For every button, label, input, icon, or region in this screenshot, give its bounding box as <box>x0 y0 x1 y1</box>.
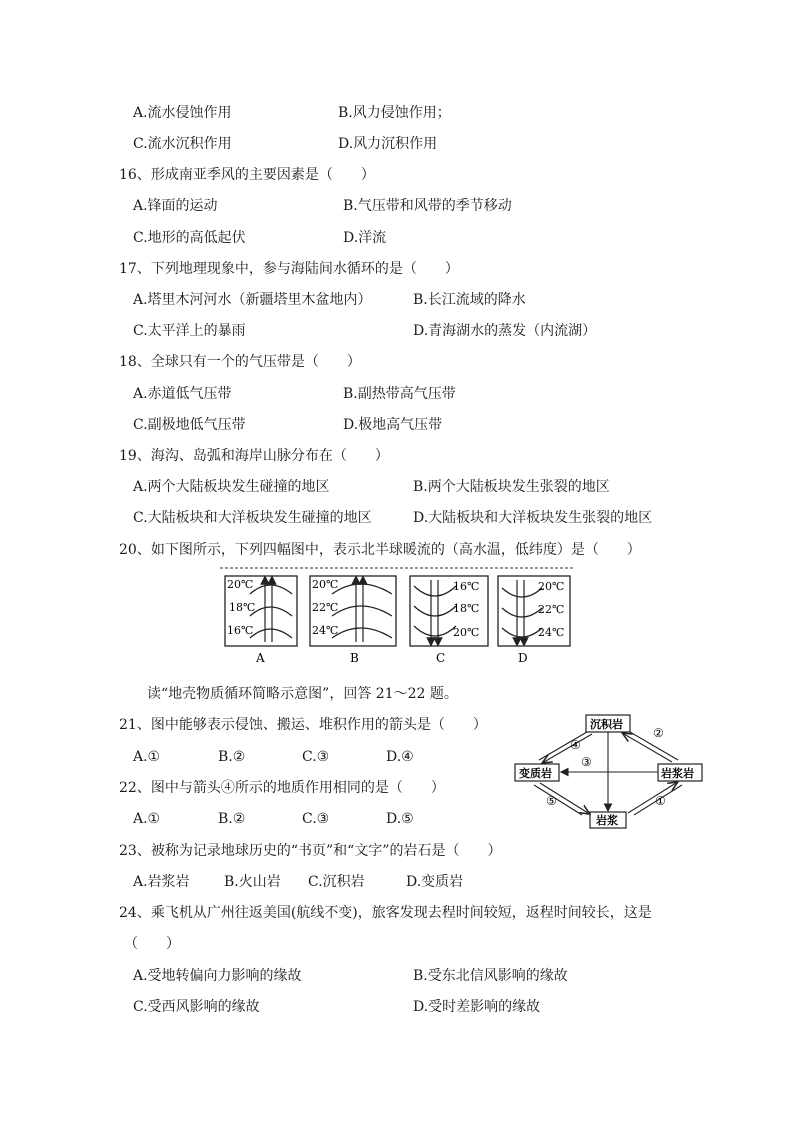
q20-stem: 20、如下图所示，下列四幅图中，表示北半球暖流的（高水温，低纬度）是（ ） <box>119 542 641 558</box>
box-metamorphic-rock: 变质岩 <box>519 767 552 780</box>
q16-option-c: C.地形的高低起伏 <box>133 230 246 246</box>
q17-option-b: B.长江流域的降水 <box>413 292 526 308</box>
q22-stem: 22、图中与箭头④所示的地质作用相同的是（ ） <box>119 780 445 796</box>
q21-option-b: B.② <box>218 749 246 765</box>
q24-option-d: D.受时差影响的缘故 <box>413 999 541 1015</box>
arrow-label-2: ② <box>653 726 664 740</box>
panel-b <box>310 576 396 665</box>
panel-c-temp-2: 18℃ <box>453 602 480 615</box>
q15-option-a: A.流水侵蚀作用 <box>133 105 232 121</box>
arrow-label-3: ③ <box>581 755 592 769</box>
q18-option-b: B.副热带高气压带 <box>343 386 456 402</box>
q23-option-d: D.变质岩 <box>406 874 464 890</box>
q17-option-d: D.青海湖水的蒸发（内流湖） <box>413 323 597 339</box>
q23-option-c: C.沉积岩 <box>308 874 365 890</box>
q21-stem: 21、图中能够表示侵蚀、搬运、堆积作用的箭头是（ ） <box>119 717 487 733</box>
q23-option-a: A.岩浆岩 <box>133 874 190 890</box>
q17-option-c: C.太平洋上的暴雨 <box>133 323 246 339</box>
q16-option-b: B.气压带和风带的季节移动 <box>343 198 512 214</box>
box-magma: 岩浆 <box>596 814 618 827</box>
panel-b-temp-3: 24℃ <box>312 624 339 637</box>
panel-a-label: A <box>256 651 265 665</box>
panel-b-temp-2: 22℃ <box>312 601 339 614</box>
q24-option-c: C.受西风影响的缘故 <box>133 999 260 1015</box>
q15-option-d: D.风力沉积作用 <box>338 136 438 152</box>
q21-option-d: D.④ <box>386 749 414 765</box>
ocean-current-figure <box>220 566 575 668</box>
q23-option-b: B.火山岩 <box>224 874 281 890</box>
q17-option-a: A.塔里木河河水（新疆塔里木盆地内） <box>133 292 372 308</box>
panel-d-temp-1: 20℃ <box>538 580 565 593</box>
q24-stem-line-2: （ ） <box>124 936 180 952</box>
q19-option-c: C.大陆板块和大洋板块发生碰撞的地区 <box>133 510 372 526</box>
panel-c-temp-3: 20℃ <box>453 626 480 639</box>
q21-option-c: C.③ <box>302 749 330 765</box>
arrow-label-5: ⑤ <box>546 794 557 808</box>
q19-option-a: A.两个大陆板块发生碰撞的地区 <box>133 479 330 495</box>
q16-option-a: A.锋面的运动 <box>133 198 218 214</box>
q19-option-b: B.两个大陆板块发生张裂的地区 <box>413 479 610 495</box>
panel-a-temp-3: 16℃ <box>227 624 254 637</box>
q22-option-a: A.① <box>133 811 161 827</box>
q16-stem: 16、形成南亚季风的主要因素是（ ） <box>119 167 375 183</box>
q15-option-b: B.风力侵蚀作用； <box>338 105 451 121</box>
intro-21-22: 读“地壳物质循环简略示意图”，回答 21～22 题。 <box>147 686 458 702</box>
arrow-label-1: ① <box>655 794 666 808</box>
box-sedimentary-rock: 沉积岩 <box>590 718 623 731</box>
panel-c-label: C <box>436 651 446 665</box>
q18-option-d: D.极地高气压带 <box>343 417 443 433</box>
q23-stem: 23、被称为记录地球历史的“书页”和“文字”的岩石是（ ） <box>119 843 502 859</box>
q18-stem: 18、全球只有一个的气压带是（ ） <box>119 354 361 370</box>
box-igneous-rock: 岩浆岩 <box>661 767 694 780</box>
panel-b-label: B <box>350 651 359 665</box>
q19-stem: 19、海沟、岛弧和海岸山脉分布在（ ） <box>119 448 389 464</box>
q24-option-a: A.受地转偏向力影响的缘故 <box>133 968 302 984</box>
q18-option-a: A.赤道低气压带 <box>133 386 232 402</box>
q15-option-c: C.流水沉积作用 <box>133 136 232 152</box>
q24-option-b: B.受东北信风影响的缘故 <box>413 968 568 984</box>
q22-option-d: D.⑤ <box>386 811 414 827</box>
panel-d-temp-3: 24℃ <box>538 626 565 639</box>
q21-option-a: A.① <box>133 749 161 765</box>
q18-option-c: C.副极地低气压带 <box>133 417 246 433</box>
q19-option-d: D.大陆板块和大洋板块发生张裂的地区 <box>413 510 653 526</box>
rock-cycle-diagram <box>512 710 708 830</box>
panel-c-temp-1: 16℃ <box>453 580 480 593</box>
q16-option-d: D.洋流 <box>343 230 387 246</box>
panel-c <box>410 576 488 665</box>
panel-d <box>498 576 570 665</box>
q24-stem-line-1: 24、乘飞机从广州往返美国(航线不变)，旅客发现去程时间较短，返程时间较长，这是 <box>119 905 652 921</box>
panel-a-temp-2: 18℃ <box>229 601 256 614</box>
q22-option-b: B.② <box>218 811 246 827</box>
q17-stem: 17、下列地理现象中，参与海陆间水循环的是（ ） <box>119 261 459 277</box>
arrow-label-4: ④ <box>570 738 581 752</box>
panel-d-label: D <box>518 651 528 665</box>
panel-b-temp-1: 20℃ <box>312 578 339 591</box>
panel-d-temp-2: 22℃ <box>538 603 565 616</box>
panel-a <box>225 576 297 665</box>
panel-a-temp-1: 20℃ <box>227 578 254 591</box>
q22-option-c: C.③ <box>302 811 330 827</box>
